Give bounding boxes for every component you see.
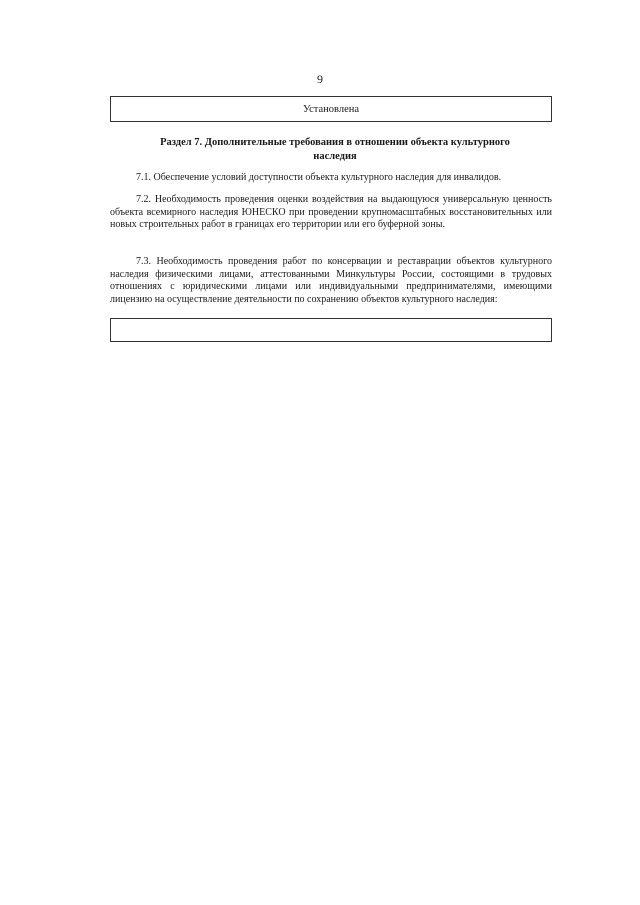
status-box	[110, 96, 552, 122]
status-label: Установлена	[302, 103, 360, 115]
paragraph-7-1: 7.1. Обеспечение условий доступности объекта культурного наследия для инвалидов.	[136, 172, 502, 183]
section-title: Раздел 7. Дополнительные требования в отношении объекта культурного наследия	[160, 137, 510, 162]
paragraph-7-2: 7.2. Необходимость проведения оценки воздействия на выдающуюся универсальную ценность объекта всемирного наследия ЮНЕСКО при проведении крупномасштабных восстановительных или новых строительных работ в границах его территории или его буферной зоны.	[110, 194, 552, 230]
paragraph-7-3: 7.3. Необходимость проведения работ по консервации и реставрации объектов культурного наследия физическими лицами, аттестованными Минкультуры России, состоящими в трудовых отношениях с юридическими лицами или индивидуальными предпринимателями, имеющими лицензию на осуществление деятельности по сохранению объектов культурного наследия:	[110, 256, 552, 305]
empty-field-box	[110, 318, 552, 342]
page-number: 9	[317, 72, 323, 86]
